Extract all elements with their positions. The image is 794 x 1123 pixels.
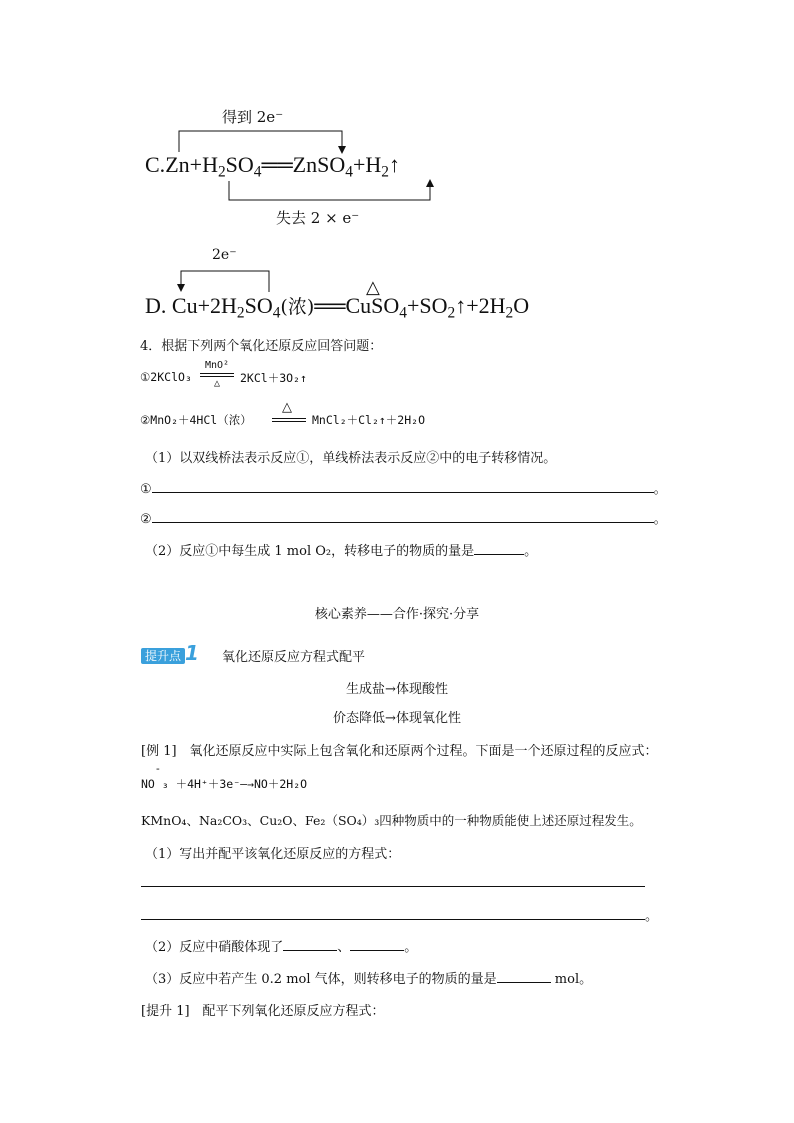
answer-blank[interactable] <box>152 509 654 523</box>
formula: O <box>513 293 530 318</box>
lift-point-badge <box>141 641 199 665</box>
substances-text: KMnO₄、Na₂CO₃、Cu₂O、Fe₂（SO₄）₃四种物质中的一种物质能使上述还原过程发生。 <box>141 813 642 828</box>
example-1-text: [例 1] 氧化还原反应中实际上包含氧化和还原两个过程。下面是一个还原过程的反应式： <box>141 744 658 759</box>
overbar: - <box>156 762 160 775</box>
plus-sign: + <box>197 293 210 318</box>
question-text: （3）反应中若产生 0.2 mol 气体，则转移电子的物质的量是 <box>145 972 497 987</box>
blank-label: ② <box>140 512 152 527</box>
reaction-1-condition <box>200 360 234 390</box>
coefficient: 2 <box>478 293 490 318</box>
answer-blank[interactable] <box>497 970 551 983</box>
example-sub-question-1: （1）写出并配平该氧化还原反应的方程式： <box>145 847 401 862</box>
reaction-1 <box>140 370 192 384</box>
example-sub-question-2 <box>145 936 417 955</box>
sub-question-2 <box>145 540 537 559</box>
equals-sign: ══ <box>261 152 293 177</box>
formula: H <box>202 152 218 177</box>
option-label: C. <box>145 152 166 177</box>
subscript: 2 <box>447 304 456 322</box>
period: 。 <box>653 512 667 527</box>
blank-label: ① <box>140 482 152 497</box>
option-c-equation <box>145 152 400 182</box>
question-title: 4．根据下列两个氧化还原反应回答问题： <box>140 339 383 354</box>
question-text: （2）反应中硝酸体现了 <box>145 940 284 955</box>
formula: SO <box>244 293 273 318</box>
sub-question-1: （1）以双线桥法表示反应①，单线桥法表示反应②中的电子转移情况。 <box>145 451 557 466</box>
formula: SO <box>419 293 448 318</box>
period: 。 <box>524 544 538 559</box>
single-bridge-label: 2e⁻ <box>212 247 237 263</box>
formula: ZnSO <box>292 152 346 177</box>
subscript: 2 <box>381 163 389 181</box>
lift-1-text: [提升 1] 配平下列氧化还原反应方程式： <box>141 1004 385 1019</box>
reaction-2-products: MnCl₂＋Cl₂↑＋2H₂O <box>312 413 426 427</box>
gas-arrow-icon: ↑ <box>388 152 400 177</box>
answer-blank[interactable] <box>474 542 524 555</box>
formula: Cu <box>171 293 198 318</box>
subscript: 2 <box>505 304 514 322</box>
formula: Zn <box>165 152 190 177</box>
condition: (浓) <box>280 296 315 318</box>
note-line-1: 生成盐→体现酸性 <box>346 682 448 697</box>
formula: H <box>221 293 237 318</box>
period: 。 <box>645 909 659 924</box>
unit: mol。 <box>550 972 593 987</box>
answer-blank-long-1[interactable] <box>141 886 645 887</box>
period: 。 <box>404 940 418 955</box>
catalyst: MnO² <box>204 360 230 371</box>
equals-sign: ══ <box>314 293 346 318</box>
lose-electrons-label: 失去 2 × e⁻ <box>276 209 360 227</box>
answer-blank[interactable] <box>152 479 654 493</box>
question-text: （2）反应①中每生成 1 mol O₂，转移电子的物质的量是 <box>145 544 475 559</box>
reaction-2: ②MnO₂＋4HCl（浓） <box>140 413 252 427</box>
badge-number: 1 <box>185 641 199 665</box>
answer-blank[interactable] <box>141 905 645 920</box>
separator: 、 <box>337 940 351 955</box>
reduction-equation: NO ₃ ＋4H⁺＋3e⁻—→NO＋2H₂O <box>141 777 308 791</box>
plus-sign: + <box>466 293 479 318</box>
heat-symbol: △ <box>366 277 380 298</box>
subscript: 4 <box>253 163 262 181</box>
subscript: 2 <box>217 163 226 181</box>
coefficient: 2 <box>210 293 221 318</box>
equals-sign <box>200 373 234 377</box>
formula: SO <box>225 152 254 177</box>
subscript: 4 <box>399 304 407 322</box>
formula: CuSO <box>345 293 400 318</box>
formula: H <box>365 152 382 177</box>
subscript: 4 <box>272 304 281 322</box>
option-label: D. <box>145 293 167 318</box>
reaction-1-products: 2KCl＋3O₂↑ <box>240 371 307 385</box>
subscript: 2 <box>236 304 245 322</box>
plus-sign: + <box>406 293 420 318</box>
gain-electrons-label: 得到 2e⁻ <box>222 108 284 126</box>
answer-blank[interactable] <box>350 938 404 951</box>
badge-label: 提升点 <box>141 648 185 664</box>
period: 。 <box>653 482 667 497</box>
formula: H <box>489 293 506 318</box>
answer-blank[interactable] <box>283 938 337 951</box>
answer-line-1 <box>140 478 667 497</box>
plus-sign: + <box>189 152 203 177</box>
heat-symbol: △ <box>213 378 221 389</box>
section-heading: 核心素养——合作·探究·分享 <box>314 607 480 622</box>
answer-line-long-2 <box>141 905 658 924</box>
answer-line-2 <box>140 508 667 527</box>
plus-sign: + <box>352 152 366 177</box>
option-d-equation <box>145 292 529 323</box>
reactant: ①2KClO₃ <box>140 370 192 384</box>
note-line-2: 价态降低→体现氧化性 <box>333 711 461 726</box>
gain-bridge-arrow <box>0 0 794 260</box>
example-sub-question-3 <box>145 968 592 987</box>
gas-arrow-icon: ↑ <box>455 293 467 318</box>
subscript: 4 <box>345 163 353 181</box>
reaction-2-condition: △ <box>282 400 292 415</box>
reaction-2-equals <box>272 418 306 422</box>
lift-point-title: 氧化还原反应方程式配平 <box>222 650 366 665</box>
